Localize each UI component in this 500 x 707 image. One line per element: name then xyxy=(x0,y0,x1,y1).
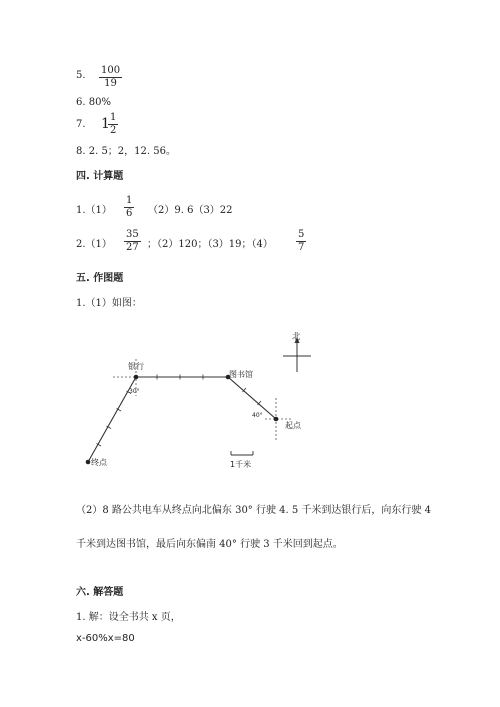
angle-40-label: 40° xyxy=(252,412,263,419)
start-point xyxy=(274,417,279,422)
end-point xyxy=(86,460,91,465)
section-5-title: 五. 作图题 xyxy=(76,273,124,284)
scale-label: 1千米 xyxy=(230,460,252,469)
q7-denominator: 2 xyxy=(110,125,117,136)
calc1-label: 1.（1） xyxy=(76,205,112,216)
q6-answer: 6. 80% xyxy=(76,97,111,108)
start-label: 起点 xyxy=(285,421,301,430)
calc1-numerator: 1 xyxy=(126,195,133,206)
q7-label: 7. xyxy=(76,119,86,130)
route-lines xyxy=(88,377,276,462)
section-6-title: 六. 解答题 xyxy=(76,587,124,598)
calc2-denominator-2: 7 xyxy=(298,242,305,253)
end-label: 终点 xyxy=(91,458,107,467)
q5-label: 5. xyxy=(76,70,86,81)
compass xyxy=(283,337,311,372)
calc2-numerator-2: 5 xyxy=(298,229,305,240)
scale-bar xyxy=(231,451,253,455)
q5-numerator: 100 xyxy=(101,65,121,76)
bank-point xyxy=(134,375,139,380)
draw1-text: 1.（1）如图： xyxy=(76,298,142,309)
angle-30-label: 30° xyxy=(129,388,140,395)
draw2-line-2: 千米到达图书馆，最后向东偏南 40° 行驶 3 千米回到起点。 xyxy=(76,539,343,550)
answer1-line-1: 1. 解：设全书共 x 页， xyxy=(76,612,181,623)
tick-marks xyxy=(97,375,262,447)
library-label: 图书馆 xyxy=(229,370,253,379)
calc2-middle: ；（2）120；（3）19；（4） xyxy=(147,239,273,250)
q5-denominator: 19 xyxy=(104,78,117,89)
calc1-denominator: 6 xyxy=(126,208,133,219)
calc2-numerator-1: 35 xyxy=(126,229,139,240)
calc1-rest: （2）9. 6（3）22 xyxy=(148,205,233,216)
q7-numerator: 1 xyxy=(110,112,117,123)
north-label: 北 xyxy=(292,332,301,342)
draw2-line-1: （2）8 路公共电车从终点向北偏东 30° 行驶 4. 5 千米到达银行后，向东行驶 4 xyxy=(76,505,431,516)
section-4-title: 四. 计算题 xyxy=(76,171,124,182)
q7-whole: 1 xyxy=(101,116,110,132)
q8-answer: 8. 2. 5；2，12. 56。 xyxy=(76,146,176,157)
reference-lines xyxy=(113,359,292,440)
calc2-denominator-1: 27 xyxy=(126,242,139,253)
answer1-line-2: x-60%x=80 xyxy=(76,633,135,644)
calc2-label: 2.（1） xyxy=(76,239,112,250)
bank-label: 银行 xyxy=(128,362,144,371)
